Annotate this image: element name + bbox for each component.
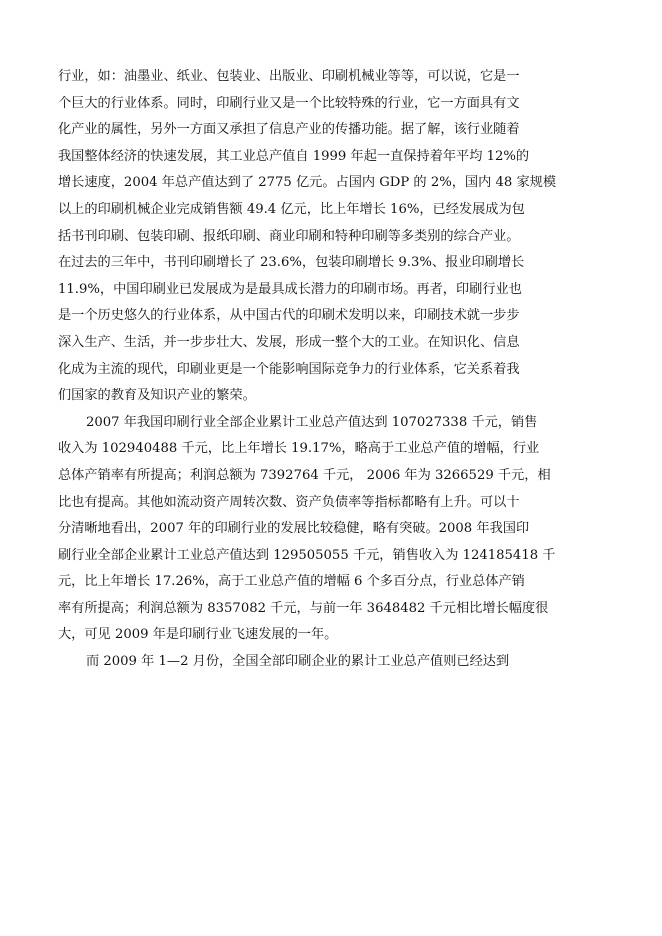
text-line: 刷行业全部企业累计工业总产值达到 129505055 千元，销售收入为 124185418 千 bbox=[58, 547, 556, 563]
paragraph-industry-overview bbox=[58, 64, 606, 410]
text-line: 我国整体经济的快速发展，其工业总产值自 1999 年起一直保持着年平均 12%的 bbox=[58, 148, 530, 164]
text-line: 们国家的教育及知识产业的繁荣。 bbox=[58, 388, 256, 404]
text-line: 11.9%，中国印刷业已发展成为是最具成长潜力的印刷市场。再者，印刷行业也 bbox=[58, 281, 522, 297]
paragraph-2009-statistics bbox=[58, 649, 606, 676]
text-line-first: 而 2009 年 1—2 月份，全国全部印刷企业的累计工业总产值则已经达到 bbox=[86, 654, 510, 670]
text-line-first: 2007 年我国印刷行业全部企业累计工业总产值达到 107027338 千元，销售 bbox=[86, 414, 538, 430]
text-line: 是一个历史悠久的行业体系，从中国古代的印刷术发明以来，印刷技术就一步步 bbox=[58, 308, 520, 324]
text-line: 括书刊印刷、包装印刷、报纸印刷、商业印刷和特种印刷等多类别的综合产业。 bbox=[58, 228, 520, 244]
text-line: 个巨大的行业体系。同时，印刷行业又是一个比较特殊的行业，它一方面具有文 bbox=[58, 95, 520, 111]
text-line: 收入为 102940488 千元，比上年增长 19.17%，略高于工业总产值的增幅，行业 bbox=[58, 441, 540, 457]
text-line: 以上的印刷机械企业完成销售额 49.4 亿元，比上年增长 16%，已经发展成为包 bbox=[58, 201, 525, 217]
text-line: 增长速度，2004 年总产值达到了 2775 亿元。占国内 GDP 的 2%，国内 48 家规模 bbox=[58, 175, 557, 191]
text-line: 大，可见 2009 年是印刷行业飞速发展的一年。 bbox=[58, 627, 338, 643]
text-line: 比也有提高。其他如流动资产周转次数、资产负债率等指标都略有上升。可以十 bbox=[58, 494, 520, 510]
document-page bbox=[58, 64, 606, 676]
text-line: 在过去的三年中，书刊印刷增长了 23.6%，包装印刷增长 9.3%、报业印刷增长 bbox=[58, 255, 525, 271]
text-line: 化成为主流的现代，印刷业更是一个能影响国际竞争力的行业体系，它关系着我 bbox=[58, 361, 520, 377]
text-line: 总体产销率有所提高；利润总额为 7392764 千元， 2006 年为 3266529 千元，相 bbox=[58, 467, 551, 483]
text-line: 率有所提高；利润总额为 8357082 千元，与前一年 3648482 千元相比增长幅度很 bbox=[58, 600, 549, 616]
text-line: 深入生产、生活，并一步步壮大、发展，形成一整个大的工业。在知识化、信息 bbox=[58, 334, 520, 350]
text-line: 分清晰地看出，2007 年的印刷行业的发展比较稳健，略有突破。2008 年我国印 bbox=[58, 521, 530, 537]
text-line: 行业，如：油墨业、纸业、包装业、出版业、印刷机械业等等，可以说，它是一 bbox=[58, 69, 520, 84]
text-line: 化产业的属性，另外一方面又承担了信息产业的传播功能。据了解，该行业随着 bbox=[58, 122, 520, 138]
text-line: 元，比上年增长 17.26%，高于工业总产值的增幅 6 个多百分点，行业总体产销 bbox=[58, 574, 525, 590]
paragraph-2007-2008-statistics bbox=[58, 410, 606, 649]
